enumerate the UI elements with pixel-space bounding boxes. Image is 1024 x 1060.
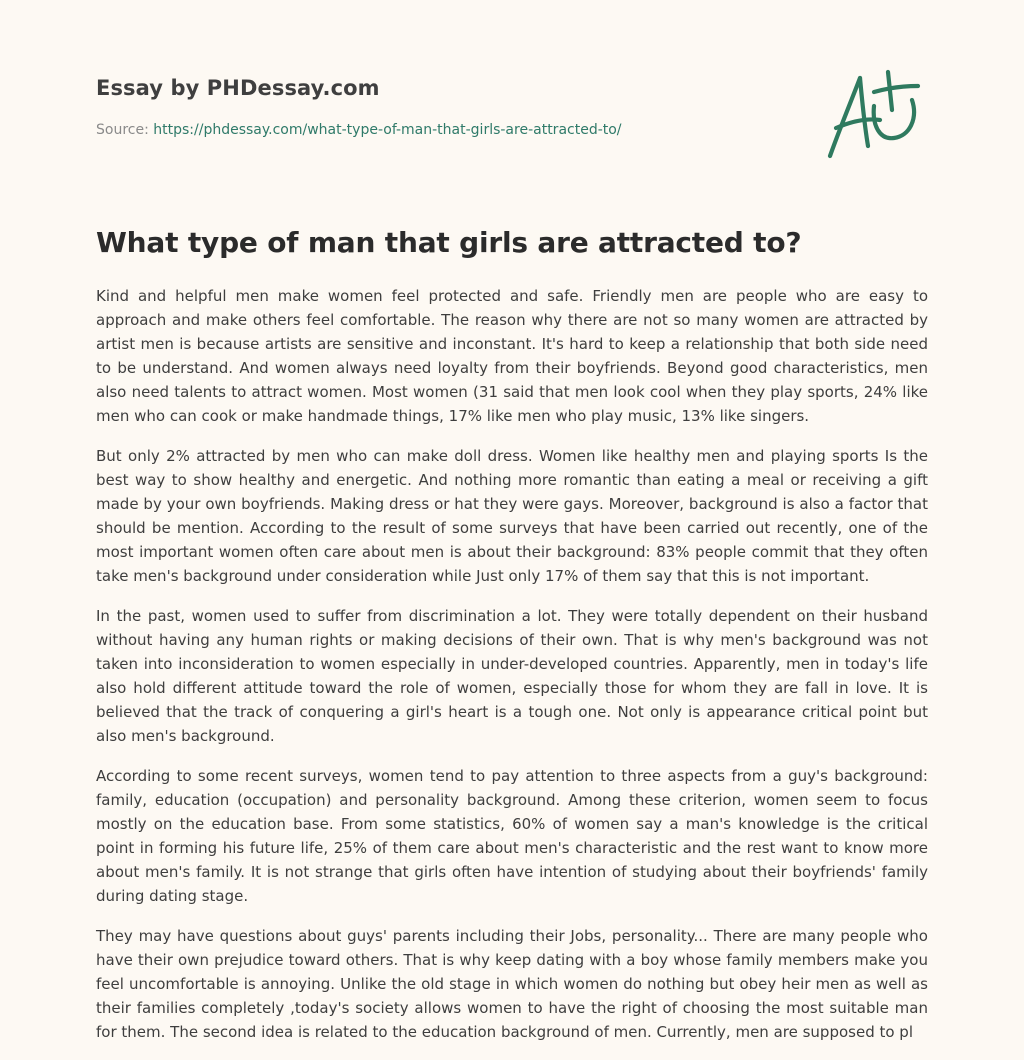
essay-paragraph: According to some recent surveys, women tend to pay attention to three aspects from a guy's background: family, education (occupation) and personality background. Among these criterion, women seem to focus mostly on the education base. From some statistics, 60% of women say a man's knowledge is the critical point in forming his future life, 25% of them care about men's characteristic and the rest want to know more about men's family. It is not strange that girls often have intention of studying about their boyfriends' family during dating stage. — [96, 767, 928, 905]
page-header — [96, 76, 856, 138]
essay-paragraph: In the past, women used to suffer from discrimination a lot. They were totally dependent on their husband without having any human rights or making decisions of their own. That is why men's background was not taken into inconsideration to women especially in under-developed countries. Apparently, men in today's life also hold different attitude toward the role of women, especially those for whom they are fall in love. It is believed that the track of conquering a girl's heart is a tough one. Not only is appearance critical point but also men's background. — [96, 607, 928, 745]
essay-title: What type of man that girls are attracted to? — [96, 226, 802, 259]
essay-body — [96, 284, 928, 1060]
essay-paragraph: But only 2% attracted by men who can make doll dress. Women like healthy men and playing sports Is the best way to show healthy and energetic. And nothing more romantic than eating a meal or receiving a gift made by your own boyfriends. Making dress or hat they were gays. Moreover, background is also a factor that should be mention. According to the result of some surveys that have been carried out recently, one of the most important women often care about men is about their background: 83% people commit that they often take men's background under consideration while Just only 17% of them say that this is not important. — [96, 447, 928, 585]
source-line — [96, 122, 856, 138]
source-link[interactable]: https://phdessay.com/what-type-of-man-that-girls-are-attracted-to/ — [153, 122, 622, 138]
source-label: Source: — [96, 122, 149, 138]
site-brand: Essay by PHDessay.com — [96, 76, 380, 100]
a-plus-grade-icon — [822, 66, 926, 166]
essay-paragraph: Kind and helpful men make women feel protected and safe. Friendly men are people who are easy to approach and make others feel comfortable. The reason why there are not so many women are attracted by artist men is because artists are sensitive and inconstant. It's hard to keep a relationship that both side need to be understand. And women always need loyalty from their boyfriends. Beyond good characteristics, men also need talents to attract women. Most women (31 said that men look cool when they play sports, 24% like men who can cook or make handmade things, 17% like men who play music, 13% like singers. — [96, 287, 928, 425]
essay-paragraph: They may have questions about guys' parents including their Jobs, personality... There are many people who have their own prejudice toward others. That is why keep dating with a boy whose family members make you feel uncomfortable is annoying. Unlike the old stage in which women do nothing but obey heir men as well as their families completely ,today's society allows women to have the right of choosing the most suitable man for them. The second idea is related to the education background of men. Currently, men are supposed to pl — [96, 927, 928, 1041]
